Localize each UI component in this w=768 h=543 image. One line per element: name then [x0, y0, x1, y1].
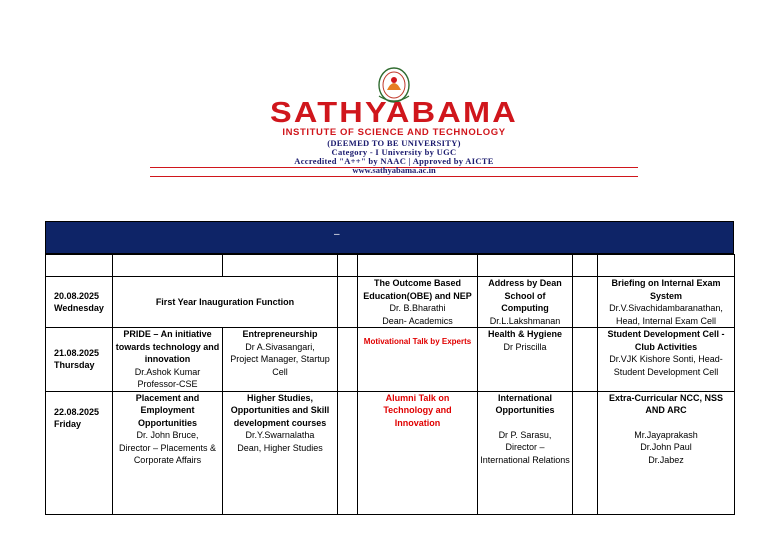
table-cell [113, 255, 223, 277]
ugc-category: Category - I University by UGC [331, 147, 457, 157]
date-cell [46, 391, 113, 514]
speaker: Dr.V.Sivachidambaranathan, [609, 303, 723, 313]
speaker: Dr.L.Lakshmanan [489, 315, 561, 326]
weekday: Friday [54, 419, 82, 429]
extra-curricular-cell [598, 391, 735, 514]
session-title: Student Development Cell - Club Activities [607, 329, 725, 352]
session-title: Entrepreneurship [242, 329, 318, 339]
table-cell [46, 255, 113, 277]
speaker: Dr.Ashok Kumar [134, 366, 201, 377]
speaker-role: Director – International Relations [480, 442, 570, 465]
dean-address-cell [478, 277, 573, 328]
speaker: Dr.Y.Swarnalatha [245, 430, 315, 440]
speaker-role: Dean- Academics [382, 315, 453, 326]
table-row [46, 277, 735, 328]
pride-cell [113, 328, 223, 392]
brand-name: SATHYABAMA [270, 97, 518, 129]
university-logo [140, 62, 648, 175]
institute-name: INSTITUTE OF SCIENCE AND TECHNOLOGY [282, 127, 506, 138]
motivational-talk: Motivational Talk by Experts [363, 337, 472, 346]
international-cell [478, 391, 573, 514]
divider [150, 176, 638, 177]
table-cell [598, 255, 735, 277]
date-cell [46, 328, 113, 392]
health-cell [478, 328, 573, 392]
session-title: PRIDE – An initiative towards technology and innovation [115, 329, 220, 364]
table-cell [573, 255, 598, 277]
session-title: Higher Studies, Opportunities and Skill development courses [230, 392, 330, 428]
table-cell [338, 277, 358, 328]
internal-exam-cell [598, 277, 735, 328]
weekday: Thursday [54, 360, 95, 371]
student-development-cell [598, 328, 735, 392]
date: 22.08.2025 [54, 406, 100, 417]
speaker: Dr.VJK Kishore Sonti, Head-Student Development Cell [609, 354, 723, 377]
table-row [46, 328, 735, 392]
speaker-role: Head, Internal Exam Cell [615, 315, 717, 326]
speaker: Dr.John Paul [640, 442, 692, 452]
table-cell [338, 255, 358, 277]
banner-text: – [334, 229, 340, 240]
placement-cell [113, 391, 223, 514]
table-cell [478, 255, 573, 277]
session-title: Briefing on Internal Exam System [611, 278, 721, 301]
session-title: The Outcome Based Education(OBE) and NEP [363, 278, 472, 301]
speaker-role: Professor-CSE [137, 379, 198, 389]
deemed-status: (DEEMED TO BE UNIVERSITY) [327, 138, 461, 148]
table-row [46, 391, 735, 514]
speaker-role: Director – Placements & Corporate Affairs [118, 442, 217, 465]
table-cell [573, 328, 598, 392]
session-title: Address by Dean School of Computing [488, 278, 562, 313]
session-title: Placement and Employment Opportunities [135, 392, 200, 428]
speaker: Dr.Jabez [648, 454, 684, 465]
speaker: Dr Priscilla [503, 341, 547, 352]
table-cell [573, 277, 598, 328]
motivational-cell [358, 328, 478, 392]
date: 21.08.2025 [54, 347, 100, 358]
session-title: Health & Hygiene [487, 329, 563, 339]
alumni-talk: Alumni Talk on Technology and Innovation [383, 392, 452, 428]
table-cell [338, 391, 358, 514]
session-title: International Opportunities [495, 392, 555, 415]
date-cell [46, 277, 113, 328]
schedule-banner [45, 221, 734, 254]
table-cell [573, 391, 598, 514]
speaker-role: Dean, Higher Studies [237, 442, 323, 453]
schedule-table [45, 254, 735, 515]
date: 20.08.2025 [54, 290, 100, 301]
speaker: Dr. John Bruce, [136, 430, 199, 440]
table-cell [338, 328, 358, 392]
session-title: Extra-Curricular NCC, NSS AND ARC [608, 392, 724, 415]
speaker: Dr P. Sarasu, [498, 429, 552, 440]
speaker-role: Project Manager, Startup Cell [230, 354, 330, 377]
table-row [46, 255, 735, 277]
inauguration-cell [113, 277, 338, 328]
alumni-cell [358, 391, 478, 514]
obe-cell [358, 277, 478, 328]
speaker: Mr.Jayaprakash [634, 429, 698, 440]
accreditation: Accredited "A++" by NAAC | Approved by AICTE [294, 156, 494, 166]
inauguration-title: First Year Inauguration Function [155, 296, 295, 307]
higher-studies-cell [223, 391, 338, 514]
weekday: Wednesday [54, 303, 104, 313]
speaker: Dr A.Sivasangari, [245, 341, 315, 352]
speaker: Dr. B.Bharathi [389, 303, 446, 313]
table-cell [358, 255, 478, 277]
website: www.sathyabama.ac.in [352, 165, 436, 175]
entrepreneurship-cell [223, 328, 338, 392]
table-cell [223, 255, 338, 277]
